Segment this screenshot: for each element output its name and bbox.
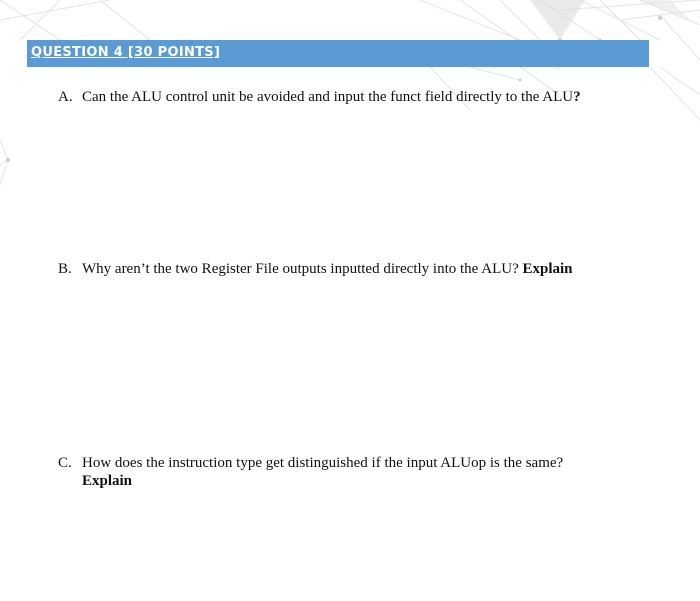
question-a-text: Can the ALU control unit be avoided and input the funct field directly to the ALU [82, 89, 574, 105]
question-b-bold-suffix: Explain [522, 261, 573, 277]
question-a [58, 88, 581, 107]
question-c-text: How does the instruction type get distinguished if the input ALUop is the same? [82, 455, 564, 471]
section-header-bar [27, 40, 649, 67]
question-c-letter: C. [58, 455, 72, 471]
question-b-text: Why aren’t the two Register File outputs inputted directly into the ALU? [82, 261, 523, 277]
question-b-letter: B. [58, 261, 72, 277]
question-a-bold-suffix: ? [573, 89, 581, 105]
question-c-bold-suffix: Explain [82, 473, 133, 489]
question-c [58, 454, 563, 473]
section-title: QUESTION 4 [30 POINTS] [31, 45, 221, 60]
question-a-letter: A. [58, 89, 73, 105]
question-b [58, 260, 573, 279]
